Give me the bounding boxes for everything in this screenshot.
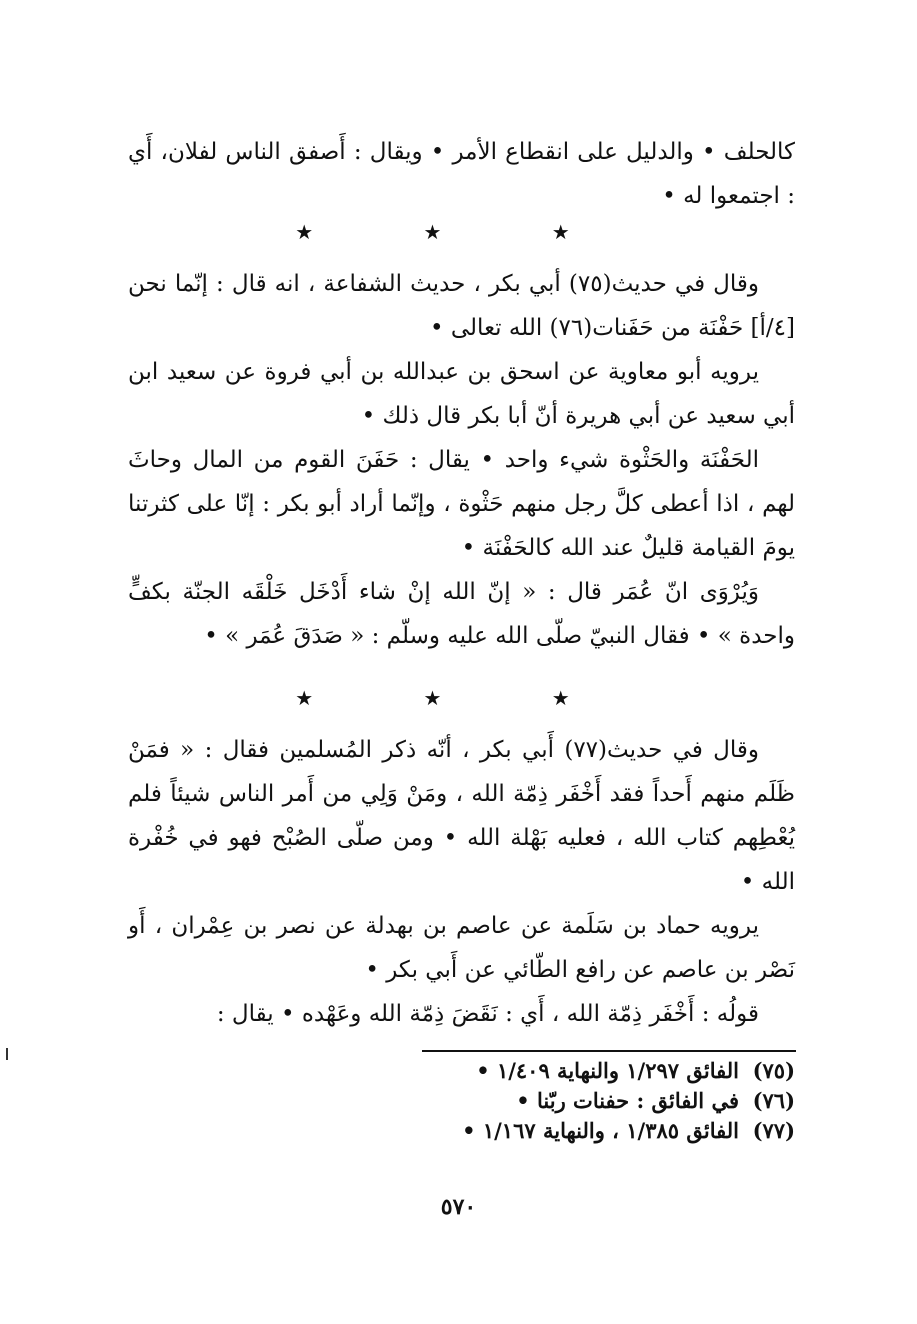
paragraph: وَيُرْوَى انّ عُمَر قال : « إنّ الله إنْ شاء أَدْخَل خَلْقَه الجنّة بكفٍّ واحدة » • فقال النبيّ صلّى الله عليه وسلّم : « صَدَقَ عُمَر » • — [128, 579, 795, 649]
paragraph: كالحلف • والدليل على انقطاع الأمر • ويقال : أَصفق الناس لفلان، أَي : اجتمعوا له • — [128, 139, 795, 209]
section-separator — [0, 220, 917, 244]
paragraph: يرويه أبو معاوية عن اسحق بن عبدالله بن أبي فروة عن سعيد ابن أبي سعيد عن أبي هريرة أنّ أبا بكر قال ذلك • — [128, 359, 795, 429]
footnote-text: الفائق ١/٢٩٧ والنهاية ١/٤٠٩ • — [476, 1058, 739, 1083]
footnote — [400, 1056, 795, 1086]
section-1 — [128, 130, 795, 218]
section-separator — [0, 686, 917, 710]
footnote-divider — [422, 1050, 796, 1052]
paragraph: قولُه : أَخْفَر ذِمّة الله ، أَي : نَقَضَ ذِمّة الله وعَهْده • يقال : — [216, 1001, 759, 1027]
footnote-text: في الفائق : حفنات ربّنا • — [516, 1088, 739, 1113]
footnote-number: (٧٧) — [752, 1118, 795, 1143]
separator-stars: ★ ★ ★ — [295, 220, 622, 244]
footnote-number: (٧٦) — [752, 1088, 795, 1113]
footnotes — [400, 1056, 795, 1146]
footnote-text: الفائق ١/٣٨٥ ، والنهاية ١/١٦٧ • — [462, 1118, 739, 1143]
separator-stars: ★ ★ ★ — [295, 686, 622, 710]
scan-margin-mark — [6, 1048, 8, 1060]
paragraph: الحَفْنَة والحَثْوة شيء واحد • يقال : حَفَنَ القوم من المال وحاثَ لهم ، اذا أعطى كلَّ رجل منهم حَثْوة ، وإنّما أراد أبو بكر : إنّا على كثرتنا يومَ القيامة قليلٌ عند الله كالحَفْنَة • — [128, 447, 795, 561]
page-number: ٥٧٠ — [440, 1194, 477, 1220]
paragraph: يرويه حماد بن سَلَمة عن عاصم بن بهدلة عن نصر بن عِمْران ، أَو نَصْر بن عاصم عن رافع الطّائي عن أَبي بكر • — [128, 913, 795, 983]
footnote — [400, 1086, 795, 1116]
paragraph: وقال في حديث(٧٥) أبي بكر ، حديث الشفاعة ، انه قال : إنّما نحن [٤/أ] حَفْنَة من حَفَنات(٧٦) الله تعالى • — [128, 271, 795, 341]
footnote-number: (٧٥) — [752, 1058, 795, 1083]
section-3 — [128, 728, 795, 1036]
footnote — [400, 1116, 795, 1146]
paragraph: وقال في حديث(٧٧) أَبي بكر ، أنّه ذكر المُسلمين فقال : « فمَنْ ظَلَم منهم أَحداً فقد أَخْفَر ذِمّة الله ، ومَنْ وَلِي من أَمر الناس شيئاً فلم يُعْطِهم كتاب الله ، فعليه بَهْلة الله • ومن صلّى الصُبْح فهو في خُفْرة الله • — [128, 737, 795, 895]
section-2 — [128, 262, 795, 658]
